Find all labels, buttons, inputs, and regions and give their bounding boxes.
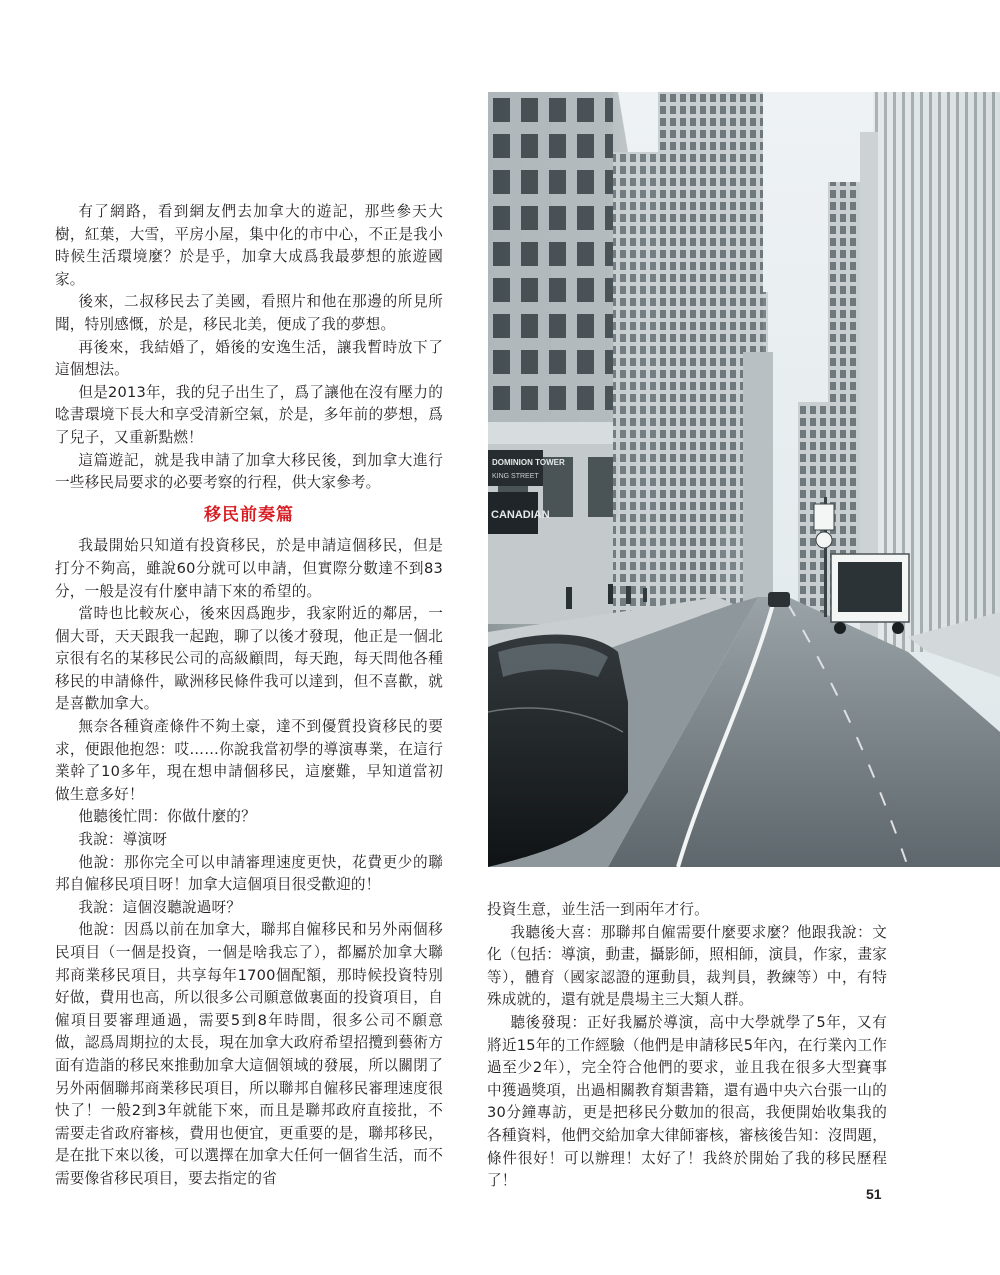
page-number: 51 [866,1186,882,1202]
body-paragraph: 我說：導演呀 [78,831,168,849]
storefront-sign: CANADIAN [491,509,550,521]
body-paragraph: 我最開始只知道有投資移民，於是申請這個移民，但是打分不夠高，雖說60分就可以申請，但實際分數達不到83分，一般是沒有什麼申請下來的希望的。 [55,537,443,600]
body-paragraph: 這篇遊記，就是我申請了加拿大移民後，到加拿大進行一些移民局要求的必要考察的行程，供大家參考。 [55,451,443,492]
store-sign-line1: DOMINION TOWER [492,458,565,467]
city-street-photo [488,92,1000,867]
body-paragraph: 他說：那你完全可以申請審理速度更快，花費更少的聯邦自僱移民項目呀！加拿大這個項目很受歡迎的！ [55,853,443,894]
body-paragraph: 當時也比較灰心，後來因爲跑步，我家附近的鄰居，一個大哥，天天跟我一起跑，聊了以後才發現，他正是一個北京很有名的某移民公司的高級顧問，每天跑，每天問他各種移民的申請條件，歐洲移民條件我可以達到，但不喜歡，就是喜歡加拿大。 [55,605,443,713]
distant-car [768,592,790,607]
body-paragraph: 我說：這個沒聽說過呀？ [78,898,242,916]
continuation-paragraph: 投資生意，並生活一到兩年才行。 [487,901,709,918]
store-sign [488,450,543,486]
body-paragraph: 但是2013年，我的兒子出生了，爲了讓他在沒有壓力的唸書環境下長大和享受清新空氣，於是，多年前的夢想，爲了兒子，又重新點燃！ [55,383,443,446]
street-scene-illustration [488,92,1000,867]
body-paragraph: 他說：因爲以前在加拿大，聯邦自僱移民和另外兩個移民項目（一個是投資，一個是啥我忘了），都屬於加拿大聯邦商業移民項目，共享每年1700個配額，那時候投資特別好做，費用也高，所以很多公司願意做裏面的投資項目，自僱項目要審理通過，需要5到8年時間，很多公司不願意做，認爲周期拉的太長，現在加拿大政府希望招攬到藝術方面有造詣的移民來推動加拿大這個領域的發展，所以關閉了另外兩個聯邦商業移民項目，所以聯邦自僱移民審理速度很快了！一般2到3年就能下來，而且是聯邦政府直接批，不需要走省政府審核，費用也便宜，更重要的是，聯邦移民，是在批下來以後，可以選擇在加拿大任何一個省生活，而不需要像省移民項目，要去指定的省 [55,921,443,1187]
store-sign-line2: KING STREET [492,473,539,480]
section-heading: 移民前奏篇 [204,504,294,525]
body-paragraph: 聽後發現：正好我屬於導演，高中大學就學了5年，又有將近15年的工作經驗（他們是申請移民5年內，在行業內工作過至少2年），完全符合他們的要求，並且我在很多大型賽事中獲過獎項，出過相關教育類書籍，還有過中央六台張一山的30分鐘專訪，更是把移民分數加的很高，我便開始收集我的各種資料，他們交給加拿大律師審核，審核後告知：沒問題，條件很好！可以辦理！太好了！我終於開始了我的移民歷程了！ [487,1013,887,1190]
body-paragraph: 他聽後忙問：你做什麼的？ [78,808,256,826]
body-paragraph: 後來，二叔移民去了美國，看照片和他在那邊的所見所聞，特別感慨，於是，移民北美，便成了我的夢想。 [55,293,443,333]
body-paragraph: 我聽後大喜：那聯邦自僱需要什麼要求麼？他跟我說：文化（包括：導演，動畫，攝影師，照相師，演員，作家，畫家等），體育（國家認證的運動員，裁判員，教練等）中，有特殊成就的，還有就是農場主三大類人群。 [487,923,887,1009]
body-paragraph: 再後來，我結婚了，婚後的安逸生活，讓我暫時放下了這個想法。 [55,338,443,379]
body-paragraph: 有了網路，看到網友們去加拿大的遊記，那些參天大樹，紅葉，大雪，平房小屋，集中化的市中心，不正是我小時候生活環境麼？於是乎，加拿大成爲我最夢想的旅遊國家。 [55,203,443,288]
left-column [55,201,443,1191]
right-column [487,899,887,1193]
body-paragraph: 無奈各種資產條件不夠土豪，達不到優質投資移民的要求，便跟他抱怨：哎……你說我當初學的導演專業，在這行業幹了10多年，現在想申請個移民，這麼難，早知道當初做生意多好！ [55,718,443,803]
